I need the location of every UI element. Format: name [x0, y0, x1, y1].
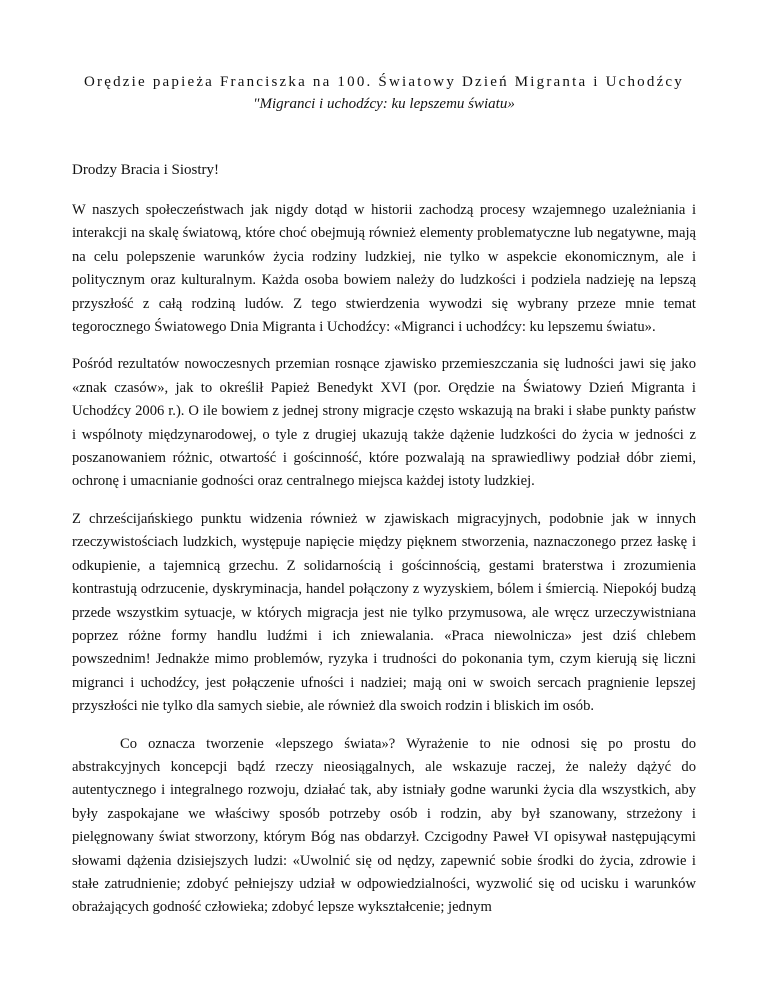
- paragraph-2: Pośród rezultatów nowoczesnych przemian rosnące zjawisko przemieszczania się ludności jawi się jako «znak czasów», jak to określił Papież Benedykt XVI (por. Orędzie na Światowy Dzień Migranta i Uchodźcy 2006 r.). O ile bowiem z jednej strony migracje często wskazują na braki i słabe punkty państw i wspólnoty międzynarodowej, o tyle z drugiej ukazują także dążenie ludzkości do życia w jedności z poszanowaniem różnic, otwartość i gościnność, które pozwalają na sprawiedliwy podział dóbr ziemi, ochronę i umacnianie godności oraz centralnego miejsca każdej istoty ludzkiej.: [72, 356, 696, 490]
- paragraph-4: Co oznacza tworzenie «lepszego świata»? Wyrażenie to nie odnosi się po prostu do abstrakcyjnych koncepcji bądź rzeczy nieosiągalnych, ale wskazuje raczej, że należy dążyć do autentycznego i integralnego rozwoju, działać tak, aby istniały godne warunki życia dla wszystkich, aby były zaspokajane we właściwy sposób potrzeby osób i rodzin, aby był szanowany, strzeżony i pielęgnowany świat stworzony, którym Bóg nas obdarzył. Czcigodny Paweł VI opisywał następującymi słowami dążenia dzisiejszych ludzi: «Uwolnić się od nędzy, zapewnić sobie środki do życia, zdrowie i stałe zatrudnienie; zdobyć pełniejszy udział w odpowiedzialności, wyzwolić się od ucisku i warunków obrażających godność człowieka; zdobyć lepsze wykształcenie; jednym: [72, 735, 696, 916]
- paragraph-1: W naszych społeczeństwach jak nigdy dotąd w historii zachodzą procesy wzajemnego uzależniania i interakcji na skalę światową, które choć obejmują również elementy problematyczne lub negatywne, mają na celu polepszenie warunków życia rodziny ludzkiej, nie tylko w aspekcie ekonomicznym, ale i politycznym oraz kulturalnym. Każda osoba bowiem należy do ludzkości i podziela nadzieję na lepszą przyszłość z całą rodziną ludów. Z tego stwierdzenia wywodzi się wybrany przeze mnie temat tegorocznego Światowego Dnia Migranta i Uchodźcy: «Migranci i uchodźcy: ku lepszemu światu».: [72, 202, 696, 336]
- greeting: Drodzy Bracia i Siostry!: [72, 162, 220, 178]
- document-title: Orędzie papieża Franciszka na 100. Światowy Dzień Migranta i Uchodźcy: [84, 74, 684, 90]
- document-subtitle: "Migranci i uchodźcy: ku lepszemu światu»: [253, 96, 515, 112]
- paragraph-3: Z chrześcijańskiego punktu widzenia również w zjawiskach migracyjnych, podobnie jak w innych rzeczywistościach ludzkich, występuje napięcie między pięknem stworzenia, naznaczonego przez łaskę i odkupienie, a tajemnicą grzechu. Z solidarnością i gościnnością, gestami braterstwa i zrozumienia kontrastują odrzucenie, dyskryminacja, handel połączony z wyzyskiem, bólem i śmiercią. Niepokój budzą przede wszystkim sytuacje, w których migracja jest nie tylko przymusowa, ale wręcz urzeczywistniana poprzez różne formy handlu ludźmi i ich zniewalania. «Praca niewolnicza» jest dziś chlebem powszednim! Jednakże mimo problemów, ryzyka i trudności do pokonania tym, czym kierują się liczni migranci i uchodźcy, jest połączenie ufności i nadziei; mają oni w swoich sercach pragnienie lepszej przyszłości nie tylko dla samych siebie, ale również dla swoich rodzin i bliskich im osób.: [72, 510, 696, 715]
- document-page: [72, 72, 696, 920]
